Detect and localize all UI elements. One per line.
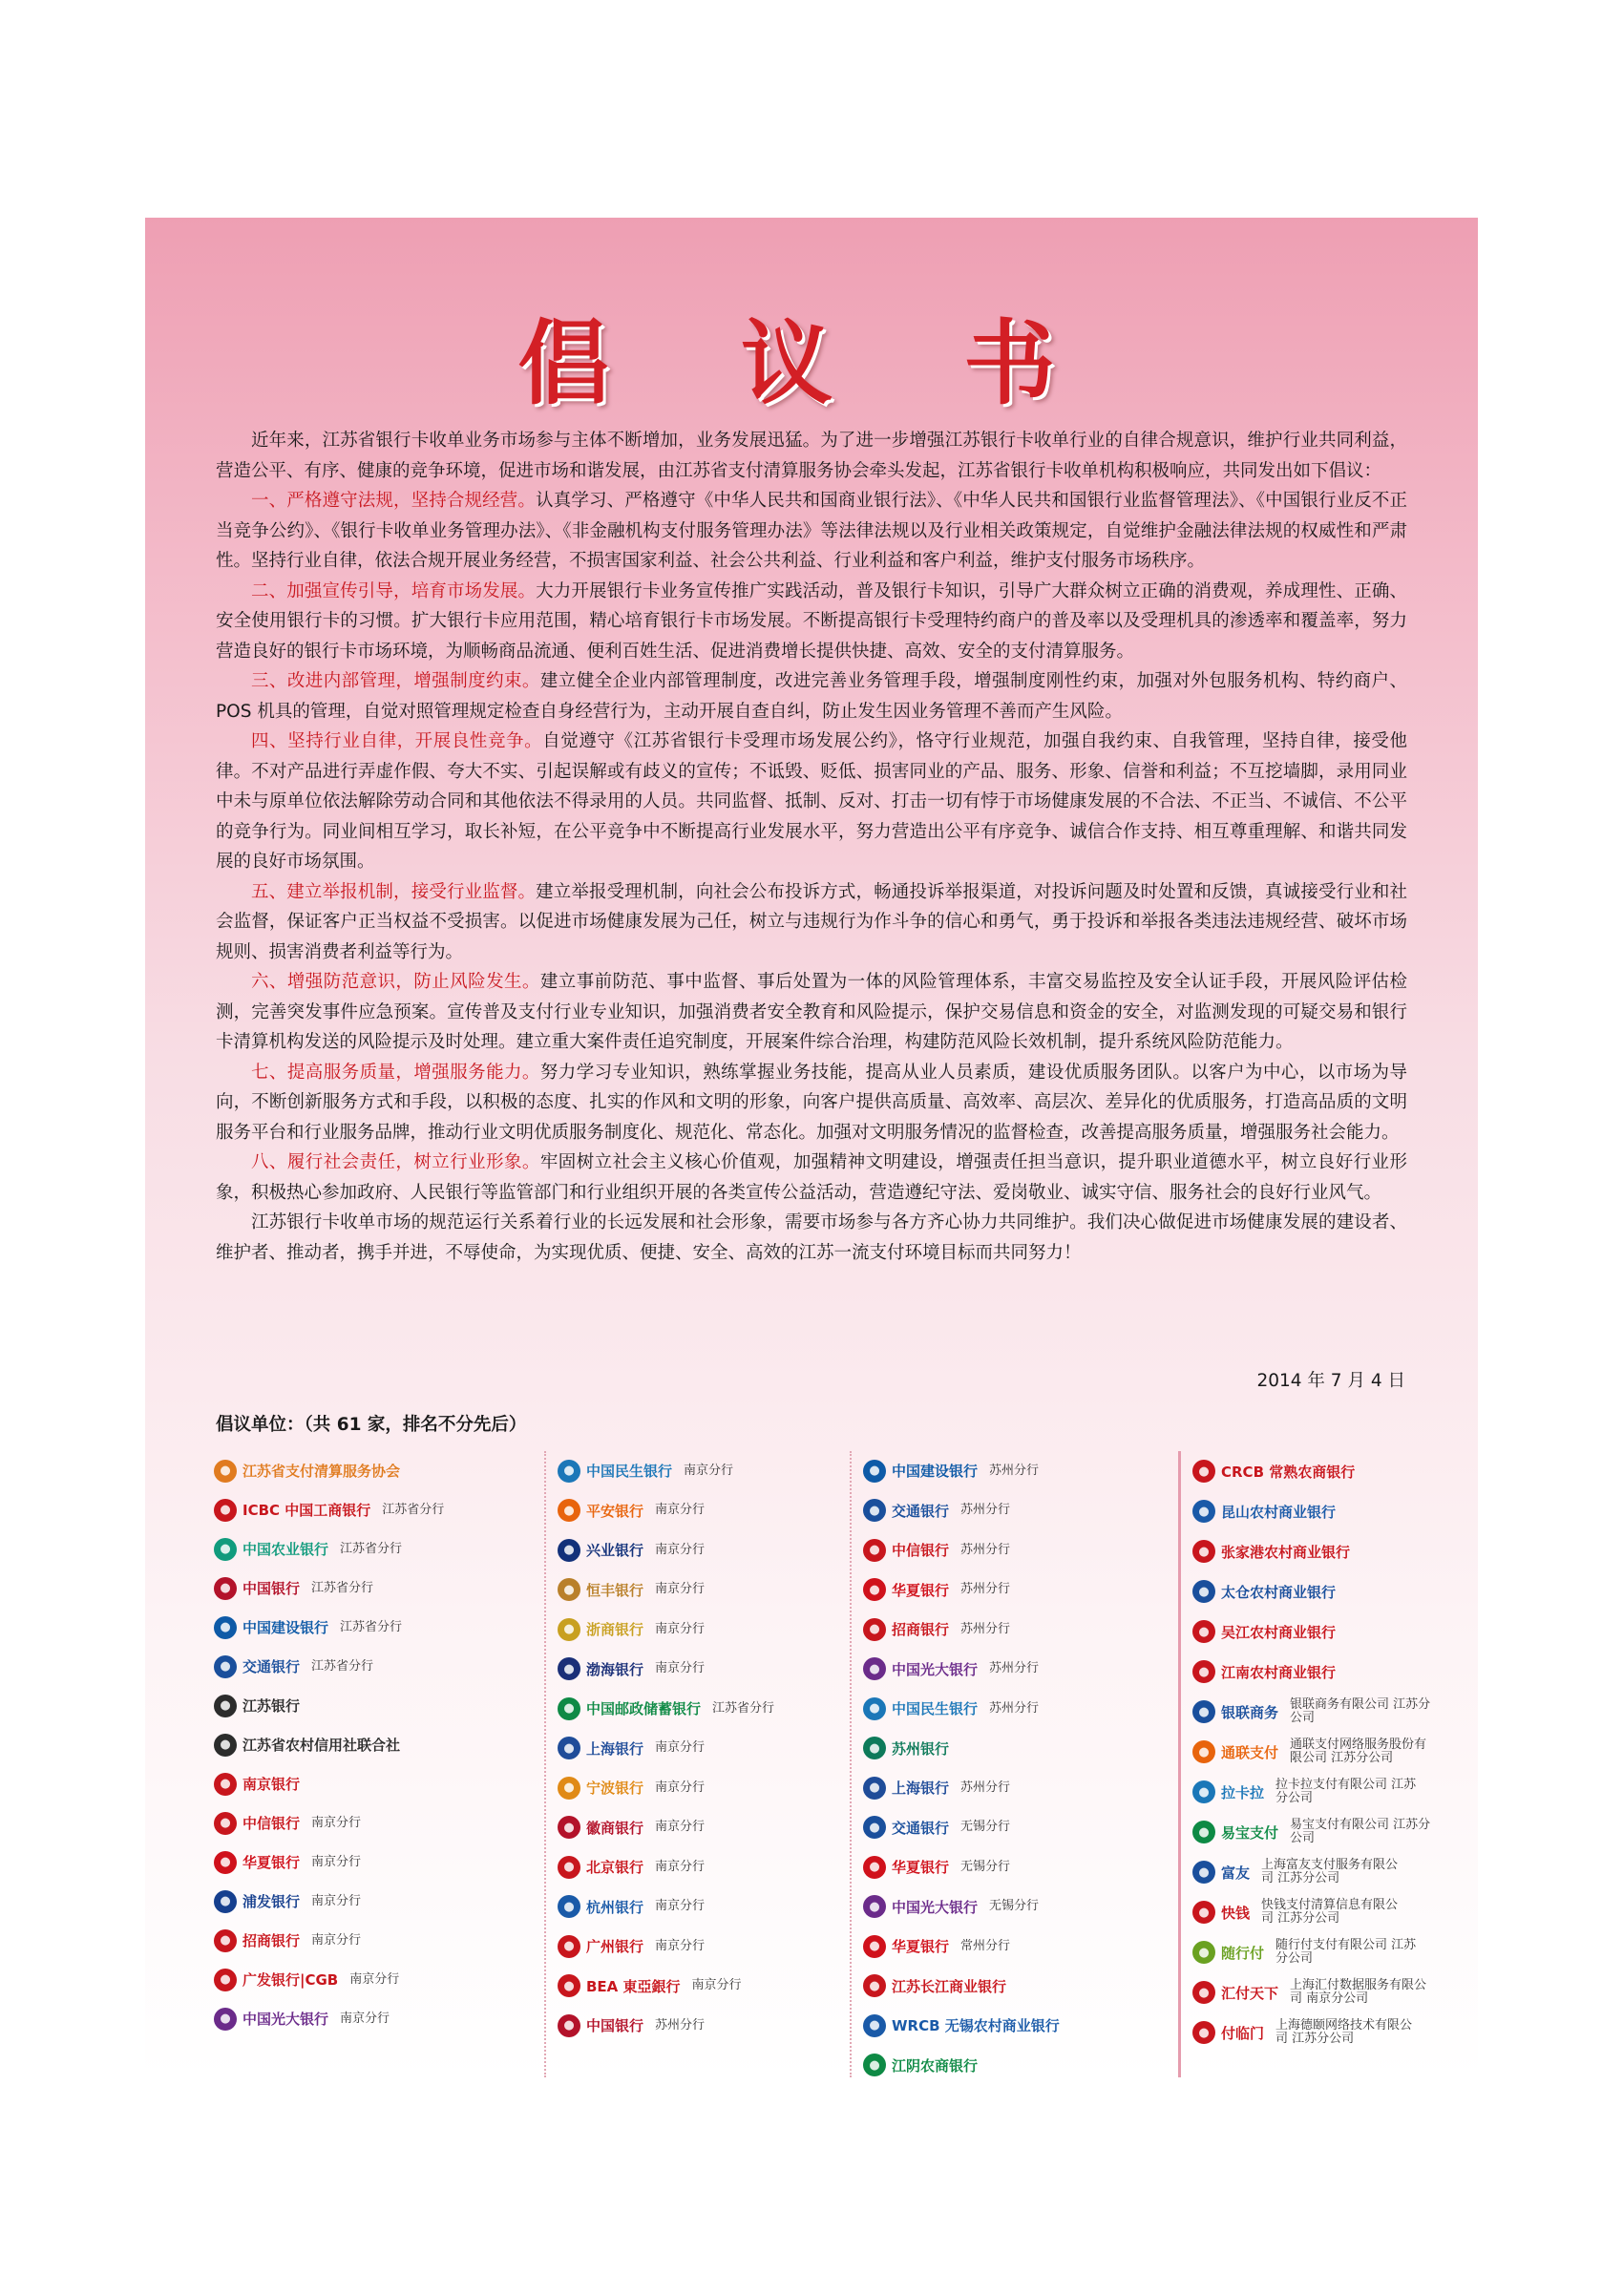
organization-name: 招商银行 — [242, 1932, 301, 1949]
paragraph-text: 大力开展银行卡业务宣传推广实践活动，普及银行卡知识，引导广大群众树立正确的消费观，养成理性、正确、安全使用银行卡的习惯。扩大银行卡应用范围，精心培育银行卡市场发展。不断提高银行卡受理特约商户的普及率以及受理机具的渗透率和覆盖率，努力营造良好的银行卡市场环境，为顺畅商品流通、便利百姓生活、促进消费增长提供快捷、高效、安全的支付清算服务。 — [216, 580, 1407, 662]
paragraph-heading: 四、坚持行业自律，开展良性竞争。 — [251, 731, 543, 751]
bank-logo-icon: ● — [558, 1777, 580, 1800]
bank-logo-icon: ● — [214, 1969, 237, 1991]
bank-logo-icon: ● — [863, 1657, 886, 1680]
paragraph-7 — [216, 1058, 1407, 1148]
organization-logo — [1192, 1972, 1488, 2012]
organization-logo — [214, 1960, 510, 1999]
organization-branch: 苏州分行 — [960, 1503, 1011, 1518]
bank-logo-icon: ● — [558, 1618, 580, 1641]
organization-name: 江苏银行 — [242, 1697, 301, 1715]
organization-logo — [558, 1887, 854, 1927]
organization-name: 拉卡拉 — [1221, 1783, 1265, 1801]
organization-branch: 南京分行 — [655, 1582, 706, 1597]
organization-name: 随行付 — [1221, 1944, 1265, 1962]
bank-logo-icon: ● — [1192, 1700, 1215, 1723]
organization-name: 太仓农村商业银行 — [1221, 1583, 1337, 1601]
bank-logo-icon: ● — [863, 1777, 886, 1800]
organization-logo — [1192, 1852, 1488, 1892]
organization-name: 上海银行 — [892, 1780, 950, 1798]
organization-name: 江苏省农村信用社联合社 — [242, 1737, 401, 1754]
bank-logo-icon: ● — [558, 1460, 580, 1483]
paragraph-heading: 一、严格遵守法规，坚持合规经营。 — [251, 491, 537, 511]
paragraph-2 — [216, 577, 1407, 667]
organization-branch: 南京分行 — [655, 1820, 706, 1835]
organization-name: 张家港农村商业银行 — [1221, 1543, 1351, 1561]
organization-logo — [1192, 1611, 1488, 1652]
bank-logo-icon: ● — [1192, 1861, 1215, 1884]
organization-logo — [214, 1686, 510, 1725]
organization-branch: 苏州分行 — [989, 1661, 1040, 1676]
organization-branch: 拉卡拉支付有限公司 江苏分公司 — [1275, 1778, 1417, 1805]
organization-branch: 南京分行 — [655, 1899, 706, 1914]
organization-name: 江阴农商银行 — [892, 2056, 979, 2075]
bank-logo-icon: ● — [1192, 1941, 1215, 1964]
organization-logo — [1192, 1571, 1488, 1611]
page-title: 倡 议 书 — [517, 310, 1106, 417]
organization-name: 广州银行 — [586, 1938, 644, 1956]
organization-logo — [214, 1882, 510, 1921]
organization-logo — [558, 1808, 854, 1848]
organization-logo — [863, 1451, 1159, 1491]
bank-logo-icon: ● — [863, 2014, 886, 2037]
proposal-body — [216, 426, 1407, 1268]
organization-name: 银联商务 — [1221, 1703, 1279, 1721]
organization-logo — [863, 1847, 1159, 1887]
bank-logo-icon: ● — [214, 1655, 237, 1678]
organization-name: 华夏银行 — [242, 1854, 301, 1871]
initiator-column-1 — [214, 1451, 510, 2077]
organization-name: WRCB 无锡农村商业银行 — [892, 2017, 1060, 2035]
organization-logo — [863, 1650, 1159, 1690]
paragraph-heading: 七、提高服务质量，增强服务能力。 — [251, 1062, 540, 1083]
organization-logo — [558, 1689, 854, 1729]
initiator-column-3 — [850, 1451, 1159, 2077]
organization-logo — [558, 1967, 854, 2007]
bank-logo-icon: ● — [214, 1499, 237, 1522]
paragraph-heading: 二、加强宣传引导，培育市场发展。 — [251, 580, 537, 601]
organization-name: 易宝支付 — [1221, 1823, 1279, 1842]
bank-logo-icon: ● — [558, 1737, 580, 1759]
paragraph-heading: 五、建立举报机制，接受行业监督。 — [251, 881, 537, 902]
organization-logo — [863, 1729, 1159, 1769]
organization-name: 中国光大银行 — [892, 1898, 979, 1916]
organization-logo — [1192, 2012, 1488, 2053]
organization-branch: 南京分行 — [311, 1854, 362, 1869]
organization-name: 南京银行 — [242, 1776, 301, 1793]
bank-logo-icon: ● — [863, 1697, 886, 1720]
bank-logo-icon: ● — [214, 1616, 237, 1639]
organization-logo — [1192, 1732, 1488, 1772]
bank-logo-icon: ● — [1192, 1620, 1215, 1643]
organization-branch: 上海汇付数据服务有限公司 南京分公司 — [1290, 1978, 1427, 2006]
bank-logo-icon: ● — [863, 1974, 886, 1997]
bank-logo-icon: ● — [863, 1539, 886, 1562]
organization-logo — [214, 1843, 510, 1882]
organization-logo — [863, 1491, 1159, 1531]
paragraph-text: 牢固树立社会主义核心价值观，加强精神文明建设，增强责任担当意识，提升职业道德水平，树立良好行业形象，积极热心参加政府、人民银行等监管部门和行业组织开展的各类宣传公益活动，营造遵纪守法、爱岗敬业、诚实守信、服务社会的良好行业风气。 — [216, 1152, 1407, 1203]
bank-logo-icon: ● — [1192, 2021, 1215, 2044]
organization-name: 北京银行 — [586, 1859, 644, 1877]
paragraph-1 — [216, 486, 1407, 577]
organization-name: 富友 — [1221, 1864, 1251, 1882]
bank-logo-icon: ● — [214, 1538, 237, 1561]
bank-logo-icon: ● — [1192, 1500, 1215, 1523]
organization-logo — [1192, 1531, 1488, 1571]
bank-logo-icon: ● — [214, 1695, 237, 1717]
organization-branch: 苏州分行 — [989, 1700, 1040, 1716]
bank-logo-icon: ● — [558, 1697, 580, 1720]
organization-name: 华夏银行 — [892, 1938, 950, 1956]
organization-branch: 江苏省分行 — [712, 1700, 775, 1716]
bank-logo-icon: ● — [558, 1895, 580, 1918]
organization-name: 昆山农村商业银行 — [1221, 1503, 1337, 1521]
organization-name: CRCB 常熟农商银行 — [1221, 1463, 1356, 1481]
organization-branch: 南京分行 — [655, 1740, 706, 1756]
organization-name: 汇付天下 — [1221, 1984, 1279, 2002]
bank-logo-icon: ● — [558, 1816, 580, 1839]
organization-name: 中信银行 — [892, 1542, 950, 1560]
organization-name: 中国建设银行 — [242, 1619, 329, 1636]
organization-logo — [214, 1608, 510, 1647]
organization-branch: 苏州分行 — [989, 1463, 1040, 1478]
bank-logo-icon: ● — [214, 1851, 237, 1874]
organization-logo — [1192, 1491, 1488, 1531]
organization-logo — [558, 1451, 854, 1491]
organization-name: 宁波银行 — [586, 1780, 644, 1798]
organization-branch: 南京分行 — [655, 1780, 706, 1795]
organization-logo — [863, 2046, 1159, 2086]
organization-logo — [863, 1887, 1159, 1927]
organization-name: 交通银行 — [892, 1819, 950, 1837]
organization-logo — [214, 1999, 510, 2038]
organization-branch: 苏州分行 — [655, 2017, 706, 2033]
organization-branch: 无锡分行 — [989, 1899, 1040, 1914]
bank-logo-icon: ● — [863, 1856, 886, 1879]
organization-logo — [214, 1490, 510, 1529]
organization-name: 中国光大银行 — [892, 1660, 979, 1678]
bank-logo-icon: ● — [214, 1773, 237, 1796]
bank-logo-icon: ● — [1192, 1821, 1215, 1843]
organization-branch: 通联支付网络服务股份有限公司 江苏分公司 — [1290, 1738, 1427, 1765]
bank-logo-icon: ● — [863, 2054, 886, 2076]
bank-logo-icon: ● — [1192, 1580, 1215, 1603]
organization-logo — [558, 2006, 854, 2046]
paragraph-text: 自觉遵守《江苏省银行卡受理市场发展公约》，恪守行业规范，加强自我约束、自我管理，坚持自律，接受他律。不对产品进行弄虚作假、夸大不实、引起误解或有歧义的宣传；不诋毁、贬低、损害同业的产品、服务、形象、信誉和利益；不互挖墙脚，录用同业中未与原单位依法解除劳动合同和其他依法不得录用的人员。共同监督、抵制、反对、打击一切有悖于市场健康发展的不合法、不正当、不诚信、不公平的竞争行为。同业间相互学习，取长补短，在公平竞争中不断提高行业发展水平，努力营造出公平有序竞争、诚信合作支持、相互尊重理解、和谐共同发展的良好市场氛围。 — [216, 731, 1407, 872]
bank-logo-icon: ● — [558, 2014, 580, 2037]
organization-branch: 银联商务有限公司 江苏分公司 — [1290, 1697, 1431, 1725]
bank-logo-icon: ● — [214, 1577, 237, 1600]
organization-name: 浦发银行 — [242, 1893, 301, 1910]
paragraph-closing — [216, 1208, 1407, 1268]
bank-logo-icon: ● — [558, 1578, 580, 1601]
organization-logo — [1192, 1932, 1488, 1972]
organization-logo — [1192, 1772, 1488, 1812]
organization-name: 通联支付 — [1221, 1743, 1279, 1761]
paragraph-heading: 八、履行社会责任，树立行业形象。 — [251, 1152, 540, 1172]
paragraph-text: 建立健全企业内部管理制度，改进完善业务管理手段，增强制度刚性约束，加强对外包服务机构、特约商户、POS 机具的管理，自觉对照管理规定检查自身经营行为，主动开展自查自纠，防止发生因业务管理不善而产生风险。 — [216, 671, 1407, 722]
organization-name: 吴江农村商业银行 — [1221, 1623, 1337, 1641]
organization-branch: 江苏省分行 — [340, 1619, 403, 1634]
organization-name: 中国银行 — [586, 2017, 644, 2035]
paragraph-text: 江苏银行卡收单市场的规范运行关系着行业的长远发展和社会形象，需要市场参与各方齐心协力共同维护。我们决心做促进市场健康发展的建设者、维护者、推动者，携手并进，不辱使命，为实现优质、便捷、安全、高效的江苏一流支付环境目标而共同努力！ — [216, 1212, 1407, 1263]
organization-branch: 南京分行 — [311, 1932, 362, 1948]
organization-logo — [214, 1725, 510, 1764]
bank-logo-icon: ● — [1192, 1460, 1215, 1483]
organization-branch: 江苏省分行 — [382, 1502, 445, 1517]
paragraph-heading: 三、改进内部管理，增强制度约束。 — [251, 671, 540, 691]
organization-name: 交通银行 — [242, 1658, 301, 1675]
organization-name: BEA 東亞銀行 — [586, 1977, 681, 1995]
organization-branch: 南京分行 — [655, 1859, 706, 1874]
organization-logo — [863, 1689, 1159, 1729]
bank-logo-icon: ● — [558, 1935, 580, 1958]
organization-name: 华夏银行 — [892, 1581, 950, 1599]
organization-logo — [558, 1610, 854, 1650]
organization-logo — [863, 1570, 1159, 1611]
bank-logo-icon: ● — [214, 1812, 237, 1835]
bank-logo-icon: ● — [863, 1895, 886, 1918]
organization-branch: 苏州分行 — [960, 1582, 1011, 1597]
paragraph-text: 建立举报受理机制，向社会公布投诉方式，畅通投诉举报渠道，对投诉问题及时处置和反馈，真诚接受行业和社会监督，保证客户正当权益不受损害。以促进市场健康发展为己任，树立与违规行为作斗争的信心和勇气，勇于投诉和举报各类违法违规经营、破坏市场规则、损害消费者利益等行为。 — [216, 881, 1407, 962]
organization-branch: 南京分行 — [340, 2011, 390, 2026]
organization-logo — [214, 1451, 510, 1490]
bank-logo-icon: ● — [1192, 1740, 1215, 1763]
organization-branch: 上海德颐网络技术有限公司 江苏分公司 — [1275, 2018, 1413, 2046]
organization-logo — [1192, 1892, 1488, 1932]
organization-branch: 江苏省分行 — [311, 1580, 374, 1595]
organization-logo — [558, 1927, 854, 1967]
bank-logo-icon: ● — [558, 1974, 580, 1997]
organization-logo — [558, 1491, 854, 1531]
organization-branch: 快钱支付清算信息有限公司 江苏分公司 — [1261, 1898, 1399, 1926]
organization-logo — [863, 2006, 1159, 2046]
organization-logo — [1192, 1451, 1488, 1491]
bank-logo-icon: ● — [863, 1618, 886, 1641]
paragraph-text: 近年来，江苏省银行卡收单业务市场参与主体不断增加，业务发展迅猛。为了进一步增强江苏银行卡收单行业的自律合规意识，维护行业共同利益，营造公平、有序、健康的竞争环境，促进市场和谐发展，由江苏省支付清算服务协会牵头发起，江苏省银行卡收单机构积极响应，共同发出如下倡议： — [216, 431, 1407, 481]
organization-logo — [214, 1764, 510, 1803]
issue-date: 2014 年 7 月 4 日 — [1256, 1371, 1405, 1391]
organization-branch: 随行付支付有限公司 江苏分公司 — [1275, 1938, 1417, 1966]
organization-logo — [214, 1803, 510, 1843]
bank-logo-icon: ● — [558, 1657, 580, 1680]
organization-logo — [558, 1729, 854, 1769]
paragraph-6 — [216, 967, 1407, 1058]
organization-name: 江南农村商业银行 — [1221, 1663, 1337, 1681]
organization-name: 快钱 — [1221, 1904, 1251, 1922]
organization-branch: 无锡分行 — [960, 1820, 1011, 1835]
paragraph-8 — [216, 1148, 1407, 1208]
organization-name: 广发银行|CGB — [242, 1971, 339, 1989]
bank-logo-icon: ● — [1192, 1780, 1215, 1803]
paragraph-4 — [216, 727, 1407, 877]
organization-name: 兴业银行 — [586, 1542, 644, 1560]
organization-name: 徽商银行 — [586, 1819, 644, 1837]
organization-name: 招商银行 — [892, 1621, 950, 1639]
organization-name: 杭州银行 — [586, 1898, 644, 1916]
organization-logo — [558, 1768, 854, 1808]
organization-branch: 南京分行 — [655, 1542, 706, 1557]
bank-logo-icon: ● — [863, 1737, 886, 1759]
organization-branch: 江苏省分行 — [340, 1541, 403, 1556]
paragraph-text: 认真学习、严格遵守《中华人民共和国商业银行法》、《中华人民共和国银行业监督管理法》、《中国银行业反不正当竞争公约》、《银行卡收单业务管理办法》、《非金融机构支付服务管理办法》等法律法规以及行业相关政策规定，自觉维护金融法律法规的权威性和严肃性。坚持行业自律，依法合规开展业务经营，不损害国家利益、社会公共利益、行业利益和客户利益，维护支付服务市场秩序。 — [216, 491, 1407, 571]
organization-name: 中信银行 — [242, 1815, 301, 1832]
organization-branch: 苏州分行 — [960, 1780, 1011, 1795]
paragraph-3 — [216, 666, 1407, 727]
organization-logo — [863, 1808, 1159, 1848]
organization-logo — [558, 1650, 854, 1690]
bank-logo-icon: ● — [863, 1816, 886, 1839]
bank-logo-icon: ● — [214, 1929, 237, 1952]
organization-logo — [214, 1569, 510, 1608]
organization-logo — [1192, 1692, 1488, 1732]
organization-name: 渤海银行 — [586, 1660, 644, 1678]
organization-name: 浙商银行 — [586, 1621, 644, 1639]
organization-logo — [863, 1768, 1159, 1808]
organization-branch: 南京分行 — [655, 1503, 706, 1518]
organization-logo — [214, 1647, 510, 1686]
organization-name: 上海银行 — [586, 1739, 644, 1758]
initiator-column-4 — [1178, 1451, 1488, 2077]
bank-logo-icon: ● — [863, 1499, 886, 1522]
organization-branch: 南京分行 — [655, 1661, 706, 1676]
organization-logo — [558, 1530, 854, 1570]
organization-name: 中国农业银行 — [242, 1541, 329, 1558]
organization-branch: 南京分行 — [655, 1938, 706, 1953]
organization-branch: 南京分行 — [311, 1815, 362, 1830]
bank-logo-icon: ● — [214, 1734, 237, 1757]
organization-name: 交通银行 — [892, 1502, 950, 1520]
organization-logo — [863, 1927, 1159, 1967]
organization-name: 中国银行 — [242, 1580, 301, 1597]
bank-logo-icon: ● — [558, 1499, 580, 1522]
organization-name: 中国民生银行 — [586, 1463, 673, 1481]
initiator-list — [214, 1451, 1431, 2081]
organization-branch: 江苏省分行 — [311, 1658, 374, 1674]
bank-logo-icon: ● — [1192, 1660, 1215, 1683]
bank-logo-icon: ● — [1192, 1901, 1215, 1924]
paragraph-heading: 六、增强防范意识，防止风险发生。 — [251, 972, 540, 992]
organization-name: 苏州银行 — [892, 1739, 950, 1758]
paragraph-5 — [216, 877, 1407, 968]
organization-name: 付临门 — [1221, 2024, 1265, 2042]
organization-branch: 易宝支付有限公司 江苏分公司 — [1290, 1818, 1431, 1845]
paragraph-intro — [216, 426, 1407, 486]
bank-logo-icon: ● — [558, 1856, 580, 1879]
paragraph-text: 努力学习专业知识，熟练掌握业务技能，提高从业人员素质，建设优质服务团队。以客户为中心，以市场为导向，不断创新服务方式和手段，以积极的态度、扎实的作风和文明的形象，向客户提供高质量、高效率、高层次、差异化的优质服务，打造高品质的文明服务平台和行业服务品牌，推动行业文明优质服务制度化、规范化、常态化。加强对文明服务情况的监督检查，改善提高服务质量，增强服务社会能力。 — [216, 1062, 1407, 1143]
organization-branch: 南京分行 — [691, 1978, 742, 1993]
organization-name: 中国邮政储蓄银行 — [586, 1700, 702, 1718]
bank-logo-icon: ● — [1192, 1981, 1215, 2004]
organization-branch: 上海富友支付服务有限公司 江苏分公司 — [1261, 1858, 1399, 1885]
organization-logo — [558, 1570, 854, 1611]
organization-name: 中国光大银行 — [242, 2011, 329, 2028]
organization-name: 中国建设银行 — [892, 1463, 979, 1481]
initiator-column-2 — [544, 1451, 854, 2077]
organization-logo — [863, 1610, 1159, 1650]
initiators-label: 倡议单位：（共 61 家，排名不分先后） — [216, 1415, 527, 1435]
organization-branch: 南京分行 — [349, 1971, 400, 1987]
organization-logo — [1192, 1812, 1488, 1852]
organization-logo — [863, 1967, 1159, 2007]
organization-logo — [1192, 1652, 1488, 1692]
organization-branch: 常州分行 — [960, 1938, 1011, 1953]
organization-name: 华夏银行 — [892, 1859, 950, 1877]
organization-branch: 南京分行 — [684, 1463, 734, 1478]
organization-branch: 苏州分行 — [960, 1621, 1011, 1636]
organization-logo — [863, 1530, 1159, 1570]
organization-name: ICBC 中国工商银行 — [242, 1502, 371, 1519]
organization-name: 江苏长江商业银行 — [892, 1977, 1007, 1995]
organization-branch: 无锡分行 — [960, 1859, 1011, 1874]
bank-logo-icon: ● — [863, 1935, 886, 1958]
organization-name: 江苏省支付清算服务协会 — [242, 1463, 401, 1480]
organization-branch: 苏州分行 — [960, 1542, 1011, 1557]
bank-logo-icon: ● — [863, 1578, 886, 1601]
bank-logo-icon: ● — [214, 2008, 237, 2031]
organization-branch: 南京分行 — [311, 1893, 362, 1908]
organization-logo — [558, 1847, 854, 1887]
organization-logo — [214, 1921, 510, 1960]
bank-logo-icon: ● — [863, 1460, 886, 1483]
bank-logo-icon: ● — [214, 1890, 237, 1913]
bank-logo-icon: ● — [214, 1460, 237, 1483]
bank-logo-icon: ● — [1192, 1540, 1215, 1563]
organization-name: 中国民生银行 — [892, 1700, 979, 1718]
bank-logo-icon: ● — [558, 1539, 580, 1562]
organization-logo — [214, 1529, 510, 1569]
organization-name: 恒丰银行 — [586, 1581, 644, 1599]
paragraph-text: 建立事前防范、事中监督、事后处置为一体的风险管理体系，丰富交易监控及安全认证手段，开展风险评估检测，完善突发事件应急预案。宣传普及支付行业专业知识，加强消费者安全教育和风险提示，保护交易信息和资金的安全，对监测发现的可疑交易和银行卡清算机构发送的风险提示及时处理。建立重大案件责任追究制度，开展案件综合治理，构建防范风险长效机制，提升系统风险防范能力。 — [216, 972, 1407, 1052]
organization-branch: 南京分行 — [655, 1621, 706, 1636]
organization-name: 平安银行 — [586, 1502, 644, 1520]
